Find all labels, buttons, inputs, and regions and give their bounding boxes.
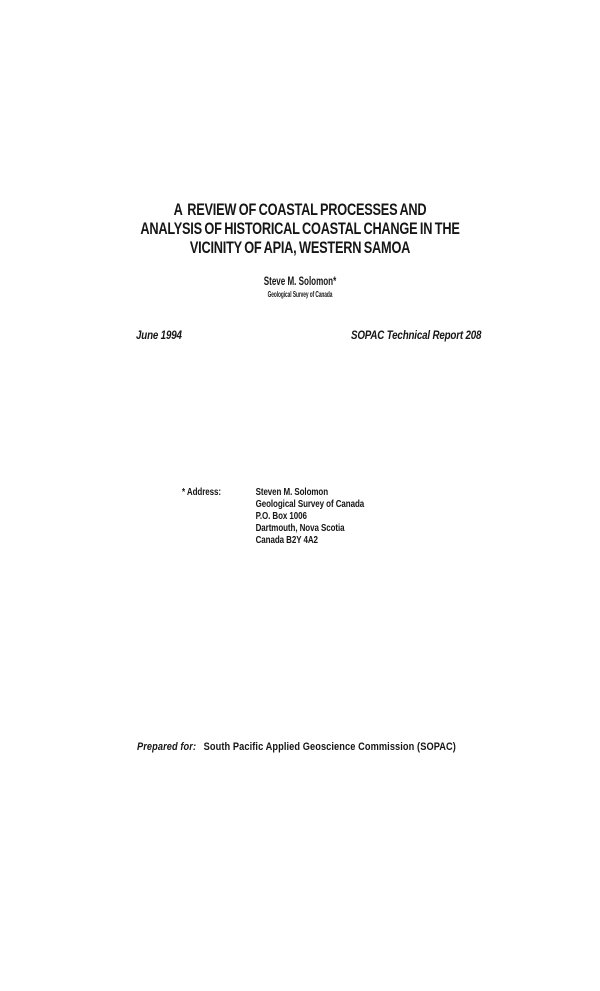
author-block <box>0 276 600 299</box>
address-line: P.O. Box 1006 <box>255 511 307 522</box>
meta-row <box>136 330 481 342</box>
prepared-for-line <box>137 741 456 753</box>
address-lines <box>256 487 365 547</box>
author-affiliation: Geological Survey of Canada <box>267 290 333 299</box>
report-number: SOPAC Technical Report 208 <box>350 330 481 342</box>
title-line-3: VICINITY OF APIA, WESTERN SAMOA <box>189 238 411 257</box>
report-title <box>75 200 525 257</box>
address-line: Dartmouth, Nova Scotia <box>255 523 345 534</box>
publication-date: June 1994 <box>136 330 182 342</box>
title-line-1: A REVIEW OF COASTAL PROCESSES AND <box>173 200 427 219</box>
address-line: Geological Survey of Canada <box>255 499 365 510</box>
address-line: Steven M. Solomon <box>255 487 329 498</box>
address-line: Canada B2Y 4A2 <box>255 535 318 546</box>
author-name: Steve M. Solomon* <box>263 276 337 288</box>
prepared-for-text: South Pacific Applied Geoscience Commission (SOPAC) <box>203 741 456 753</box>
prepared-for-label: Prepared for: <box>137 741 197 753</box>
address-label: * Address: <box>182 487 221 498</box>
title-line-2: ANALYSIS OF HISTORICAL COASTAL CHANGE IN THE <box>140 219 460 238</box>
address-block <box>182 487 364 547</box>
